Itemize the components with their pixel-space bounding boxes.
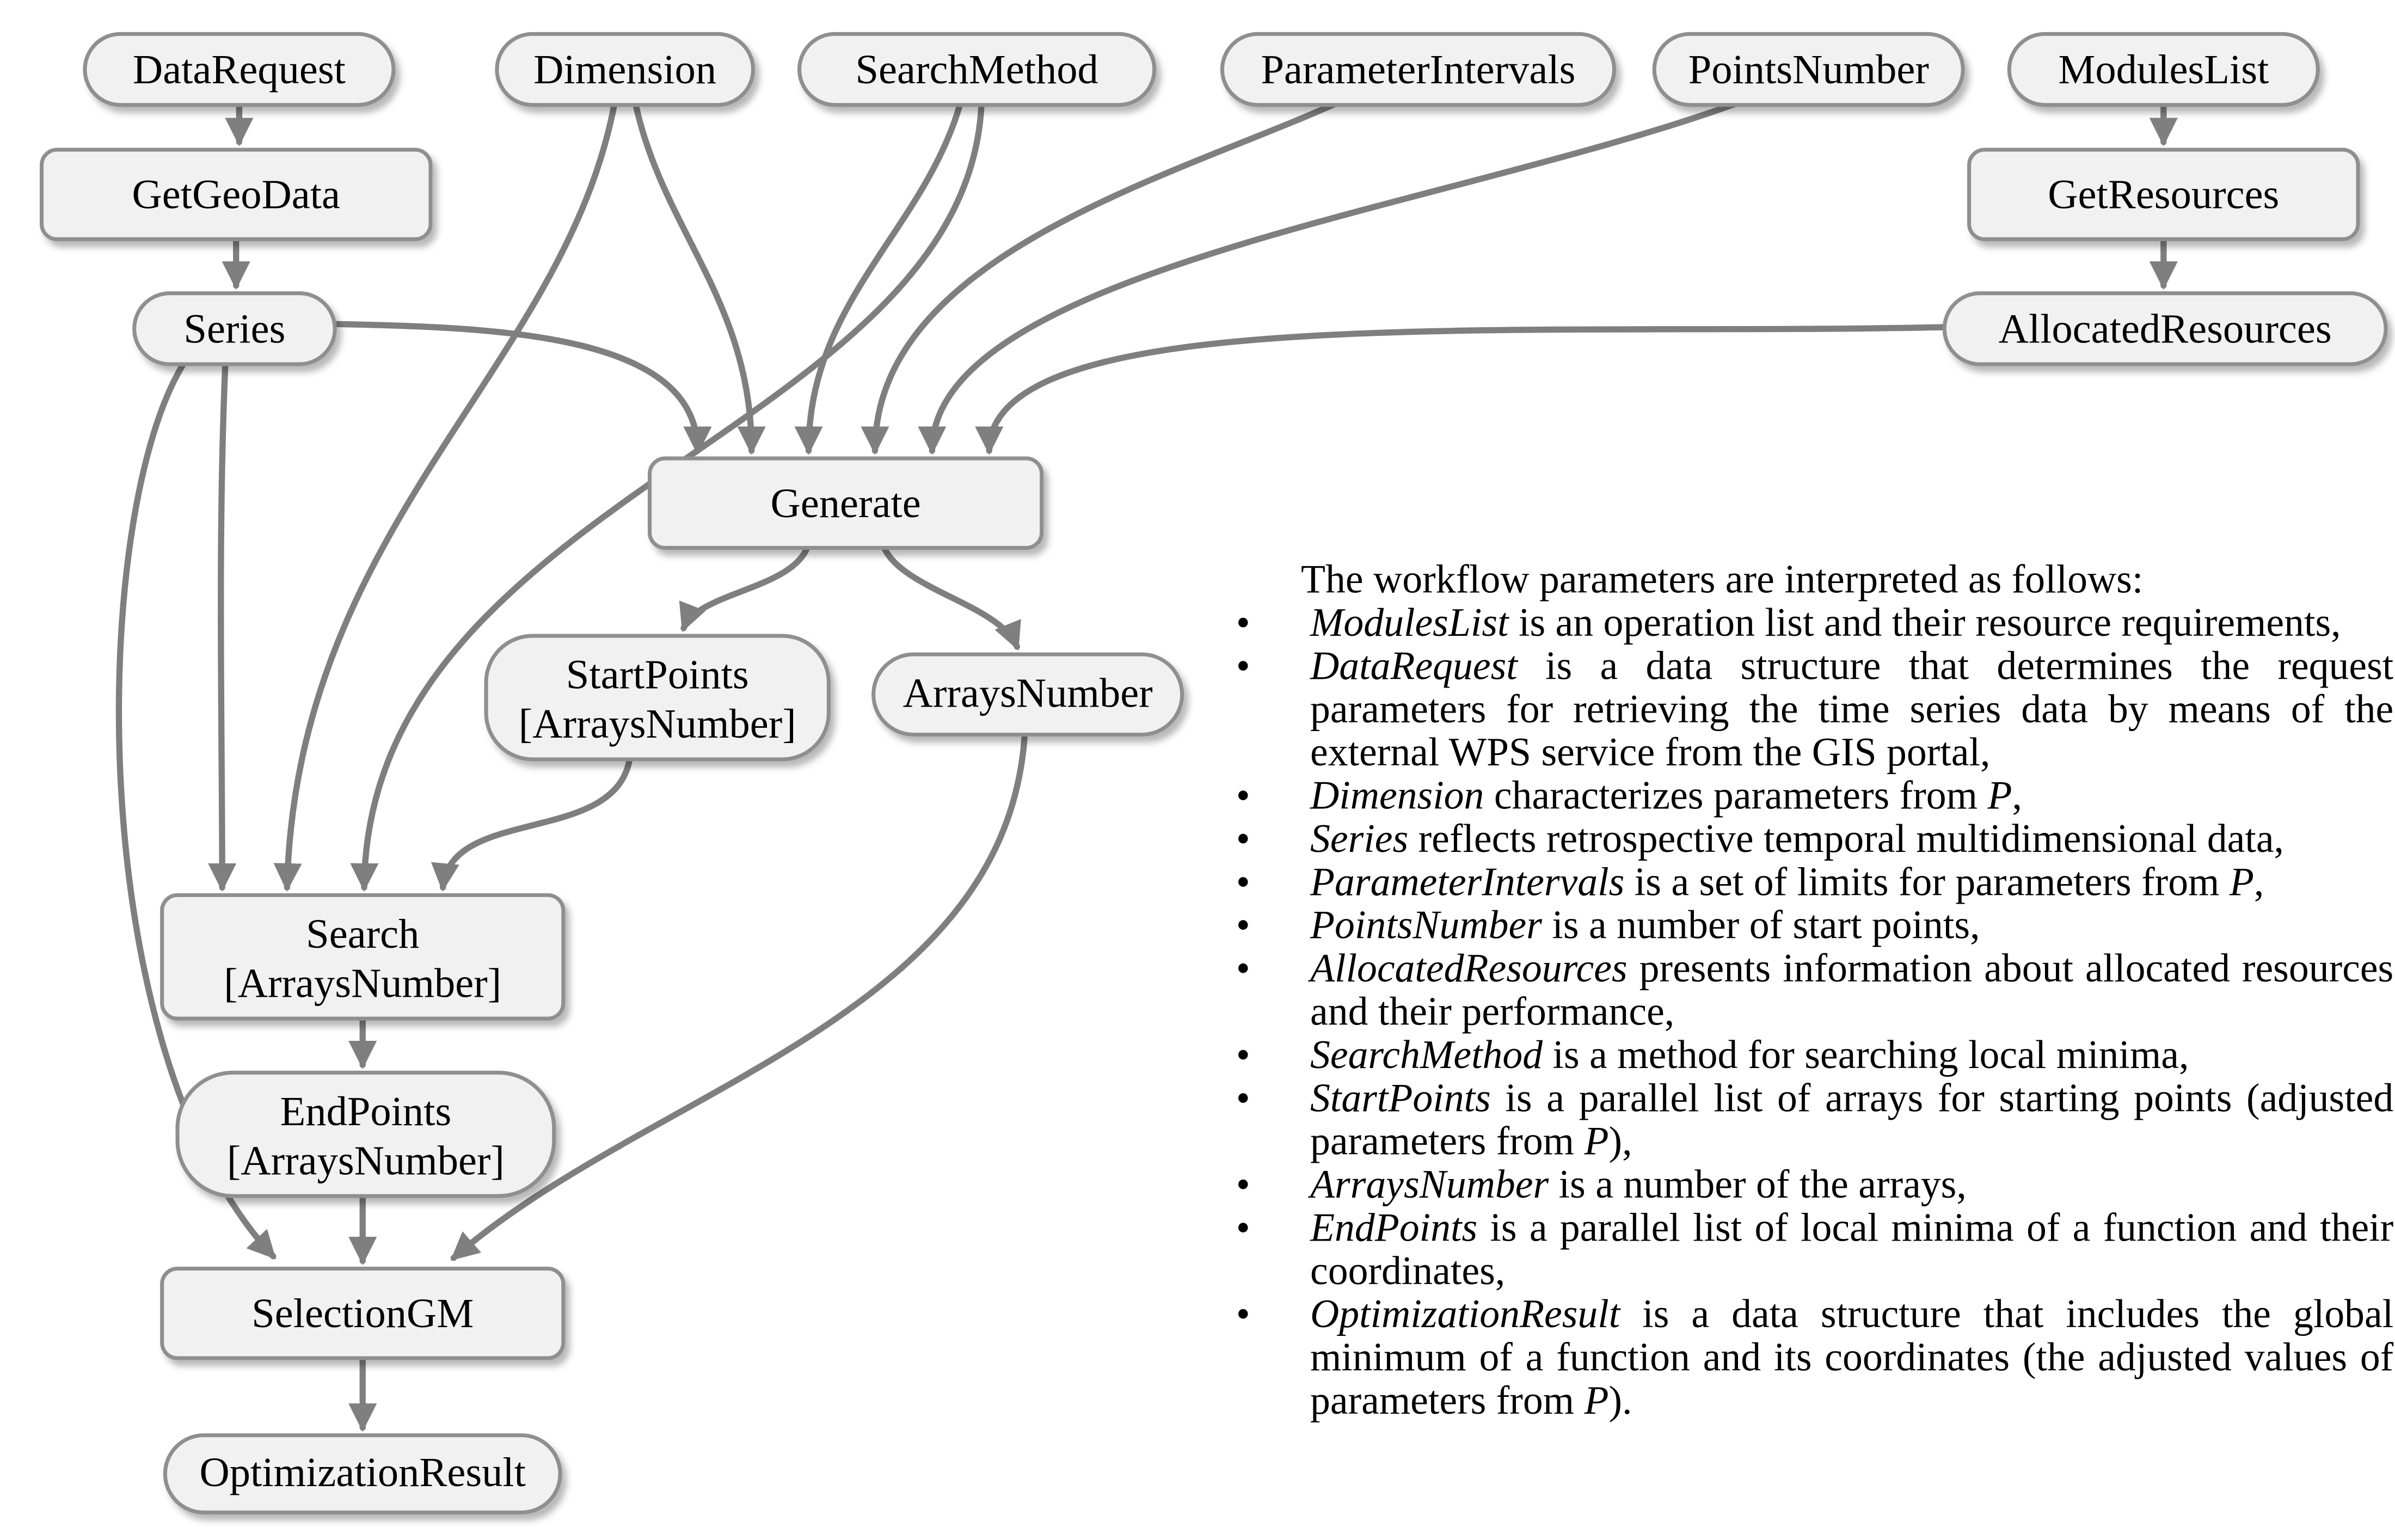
node-endpoints-label-line2: [ArraysNumber] — [226, 1137, 505, 1184]
bullet-text — [1310, 1077, 2393, 1164]
edge-startpoints-search — [443, 759, 630, 887]
bullet-text — [1310, 1207, 2393, 1293]
bullet-marker: • — [1236, 860, 1250, 905]
legend-bullet-series — [1227, 818, 2393, 861]
bullet-tail: ). — [1608, 1378, 1632, 1423]
bullet-marker: • — [1236, 903, 1250, 948]
edge-dimension-generate — [636, 105, 752, 451]
node-optimizationresult — [165, 1435, 560, 1513]
bullet-marker: • — [1236, 1205, 1250, 1250]
bullet-term: DataRequest — [1310, 643, 1518, 689]
legend-bullet-pointsnumber — [1227, 904, 2393, 947]
bullet-marker: • — [1236, 773, 1250, 818]
node-pointsnumber — [1654, 34, 1963, 105]
legend-bullet-parameterintervals — [1227, 861, 2393, 904]
bullet-p: P — [1584, 1378, 1609, 1423]
bullet-text — [1310, 1293, 2393, 1423]
bullet-marker: • — [1236, 946, 1250, 991]
edge-generate-arraysnumber — [885, 548, 1017, 646]
node-searchmethod-label: SearchMethod — [855, 46, 1098, 93]
node-generate — [650, 458, 1042, 548]
node-series-label: Series — [183, 305, 286, 352]
legend-bullet-moduleslist — [1227, 602, 2393, 645]
node-search-label-line1: Search — [306, 910, 420, 957]
node-allocatedresources — [1944, 293, 2386, 364]
bullet-marker: • — [1236, 643, 1250, 689]
bullet-term: OptimizationResult — [1310, 1291, 1620, 1337]
bullet-tail: , — [2012, 773, 2022, 818]
node-getresources-label: GetResources — [2048, 171, 2280, 218]
edge-series-generate — [336, 324, 697, 450]
node-search-label-line2: [ArraysNumber] — [224, 960, 502, 1007]
bullet-tail: ), — [1608, 1119, 1632, 1164]
legend-bullet-searchmethod — [1227, 1034, 2393, 1077]
node-arraysnumber-label: ArraysNumber — [902, 670, 1153, 716]
node-selectiongm-label: SelectionGM — [251, 1290, 474, 1337]
legend-bullet-endpoints — [1227, 1207, 2393, 1293]
bullet-p: P — [2229, 860, 2254, 905]
node-startpoints-label-line2: [ArraysNumber] — [518, 701, 796, 747]
bullet-body: is a parallel list of local minima of a function and their coordinates, — [1310, 1205, 2394, 1293]
node-parameterintervals — [1222, 34, 1614, 105]
bullet-p: P — [1584, 1119, 1609, 1164]
bullet-body: characterizes parameters from — [1484, 773, 1988, 818]
bullet-body: is a set of limits for parameters from — [1624, 860, 2230, 905]
bullet-text — [1310, 1164, 2393, 1207]
bullet-marker: • — [1236, 1162, 1250, 1207]
bullet-term: AllocatedResources — [1310, 946, 1628, 991]
bullet-term: Dimension — [1310, 773, 1484, 818]
legend-bullet-optimizationresult — [1227, 1293, 2393, 1423]
node-searchmethod — [800, 34, 1154, 105]
bullet-term: EndPoints — [1310, 1205, 1478, 1250]
legend-bullet-dimension — [1227, 775, 2393, 818]
bullet-marker: • — [1236, 1032, 1250, 1077]
node-dimension — [497, 34, 753, 105]
node-startpoints-label-line1: StartPoints — [566, 651, 749, 698]
bullet-text — [1310, 645, 2393, 775]
bullet-text — [1310, 904, 2393, 947]
bullet-body: is a data structure that includes the global minimum of a function and its coordinates (the adjusted values of parameters from — [1310, 1291, 2394, 1423]
legend-bullet-datarequest — [1227, 645, 2393, 775]
node-startpoints — [486, 636, 828, 759]
node-optimizationresult-label: OptimizationResult — [199, 1449, 526, 1496]
legend-bullet-allocatedresources — [1227, 948, 2393, 1034]
node-allocatedresources-label: AllocatedResources — [1998, 305, 2332, 352]
legend-bullet-arraysnumber — [1227, 1164, 2393, 1207]
node-datarequest — [85, 34, 394, 105]
legend-title: The workflow parameters are interpreted as follows: — [1300, 557, 2144, 602]
node-dimension-label: Dimension — [533, 46, 717, 93]
bullet-body: is a data structure that determines the request parameters for retrieving the time series data by means of the external WPS service from the GIS portal, — [1310, 643, 2394, 775]
bullet-body: is a parallel list of arrays for starting points (adjusted parameters from — [1310, 1076, 2394, 1164]
node-pointsnumber-label: PointsNumber — [1688, 46, 1929, 93]
bullet-marker: • — [1236, 1291, 1250, 1337]
bullet-p: P — [1987, 773, 2012, 818]
edge-pointsnumber-generate — [932, 102, 1741, 451]
node-moduleslist-label: ModulesList — [2058, 46, 2269, 93]
legend-text-block — [1227, 559, 2393, 1423]
edge-series-search — [221, 364, 225, 887]
node-datarequest-label: DataRequest — [132, 46, 346, 93]
node-search — [162, 895, 563, 1019]
bullet-text — [1310, 1034, 2393, 1077]
bullet-body: is a number of the arrays, — [1549, 1162, 1967, 1207]
legend-bullet-startpoints — [1227, 1077, 2393, 1164]
node-getgeodata — [42, 150, 431, 239]
node-parameterintervals-label: ParameterIntervals — [1261, 46, 1576, 93]
edge-generate-startpoints — [684, 548, 807, 628]
bullet-term: ParameterIntervals — [1310, 860, 1625, 905]
bullet-body: presents information about allocated resources and their performance, — [1310, 946, 2394, 1034]
edge-allocatedresources-generate — [989, 327, 1944, 451]
bullet-term: PointsNumber — [1310, 903, 1542, 948]
bullet-marker: • — [1236, 816, 1250, 861]
node-getgeodata-label: GetGeoData — [132, 171, 341, 218]
bullet-body: is a number of start points, — [1542, 903, 1980, 948]
bullet-marker: • — [1236, 1076, 1250, 1121]
bullet-text — [1310, 818, 2393, 861]
bullet-term: ModulesList — [1310, 600, 1509, 646]
bullet-text — [1310, 948, 2393, 1034]
bullet-text — [1310, 775, 2393, 818]
bullet-text — [1310, 861, 2393, 904]
node-generate-label: Generate — [770, 480, 921, 526]
node-getresources — [1969, 150, 2358, 239]
bullet-text — [1310, 602, 2393, 645]
node-endpoints — [177, 1072, 554, 1196]
node-selectiongm — [162, 1268, 563, 1358]
bullet-term: Series — [1310, 816, 1409, 861]
bullet-body: is a method for searching local minima, — [1543, 1032, 2189, 1077]
bullet-term: StartPoints — [1310, 1076, 1491, 1121]
node-moduleslist — [2009, 34, 2318, 105]
bullet-body: reflects retrospective temporal multidimensional data, — [1408, 816, 2284, 861]
node-endpoints-label-line1: EndPoints — [280, 1088, 452, 1134]
bullet-marker: • — [1236, 600, 1250, 646]
node-series — [134, 293, 335, 364]
node-arraysnumber — [874, 654, 1182, 734]
bullet-body: is an operation list and their resource requirements, — [1508, 600, 2341, 646]
bullet-term: ArraysNumber — [1310, 1162, 1549, 1207]
bullet-term: SearchMethod — [1310, 1032, 1543, 1077]
bullet-tail: , — [2253, 860, 2264, 905]
